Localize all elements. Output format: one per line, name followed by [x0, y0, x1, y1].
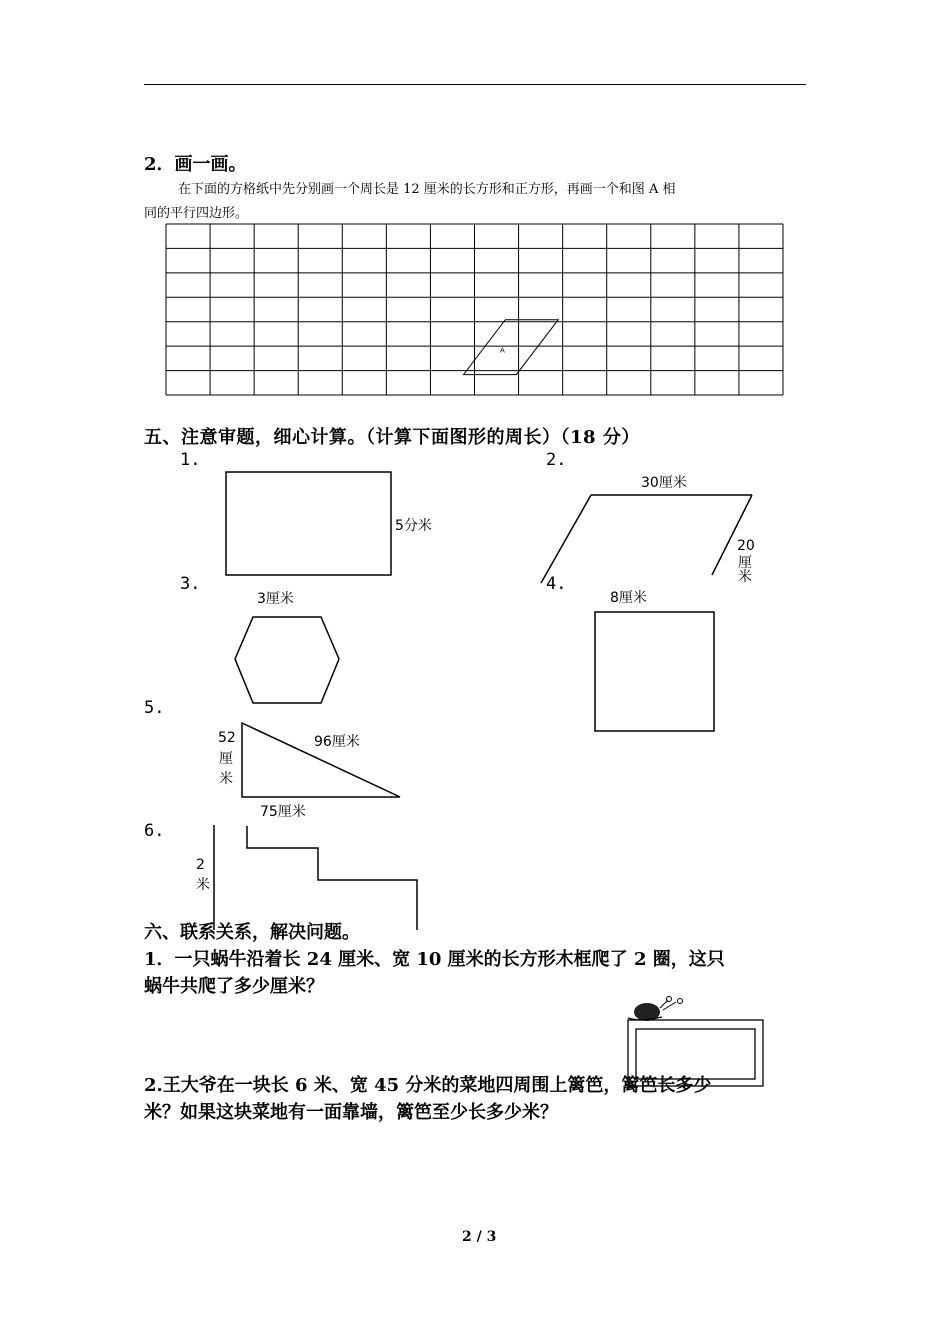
item2-number: 2. [546, 450, 567, 470]
item5-height-label-num: 52 [218, 730, 236, 746]
q1-line1: 1．一只蜗牛沿着长 24 厘米、宽 10 厘米的长方形木框爬了 2 圈，这只 [144, 949, 725, 970]
item6-number: 6. [144, 821, 165, 841]
item2-side-label-num: 20 [737, 538, 755, 554]
q2-line1: 2.王大爷在一块长 6 米、宽 45 分米的菜地四周围上篱笆，篱笆长多少 [144, 1075, 712, 1096]
item3-side-label: 3厘米 [257, 591, 294, 607]
item2-top-label: 30厘米 [641, 475, 687, 491]
item3-number: 3. [180, 574, 201, 594]
item5-hypotenuse-label: 96厘米 [314, 734, 360, 750]
item6-side-label-num: 2 [196, 857, 205, 873]
item1-side-label: 5分米 [395, 518, 432, 534]
item5-number: 5. [144, 698, 165, 718]
item5-base-label: 75厘米 [260, 804, 306, 820]
q2-line2: 米？如果这块菜地有一面靠墙，篱笆至少长多少米？ [144, 1102, 558, 1123]
draw-section-title: 2．画一画。 [144, 154, 247, 175]
item5-height-label-char2: 米 [219, 771, 233, 787]
section6-title: 六、联系关系，解决问题。 [144, 922, 360, 943]
q1-line2: 蜗牛共爬了多少厘米？ [144, 976, 324, 997]
item5-height-label-char1: 厘 [219, 751, 233, 767]
section5-title: 五、注意审题，细心计算。（计算下面图形的周长）（18 分） [144, 427, 640, 448]
parallelogram-a-label: A [500, 346, 505, 355]
item2-side-label-char1: 厘 [738, 555, 752, 571]
item6-side-label-char: 米 [196, 877, 210, 893]
item4-side-label: 8厘米 [610, 590, 647, 606]
item1-number: 1. [180, 450, 201, 470]
draw-instruction-line2: 同的平行四边形。 [144, 206, 249, 221]
draw-instruction-line1: 在下面的方格纸中先分别画一个周长是 12 厘米的长方形和正方形，再画一个和图 A 相 [178, 182, 676, 197]
item2-side-label-char2: 米 [738, 569, 752, 585]
item4-number: 4. [546, 574, 567, 594]
page-number: 2 / 3 [462, 1229, 497, 1245]
